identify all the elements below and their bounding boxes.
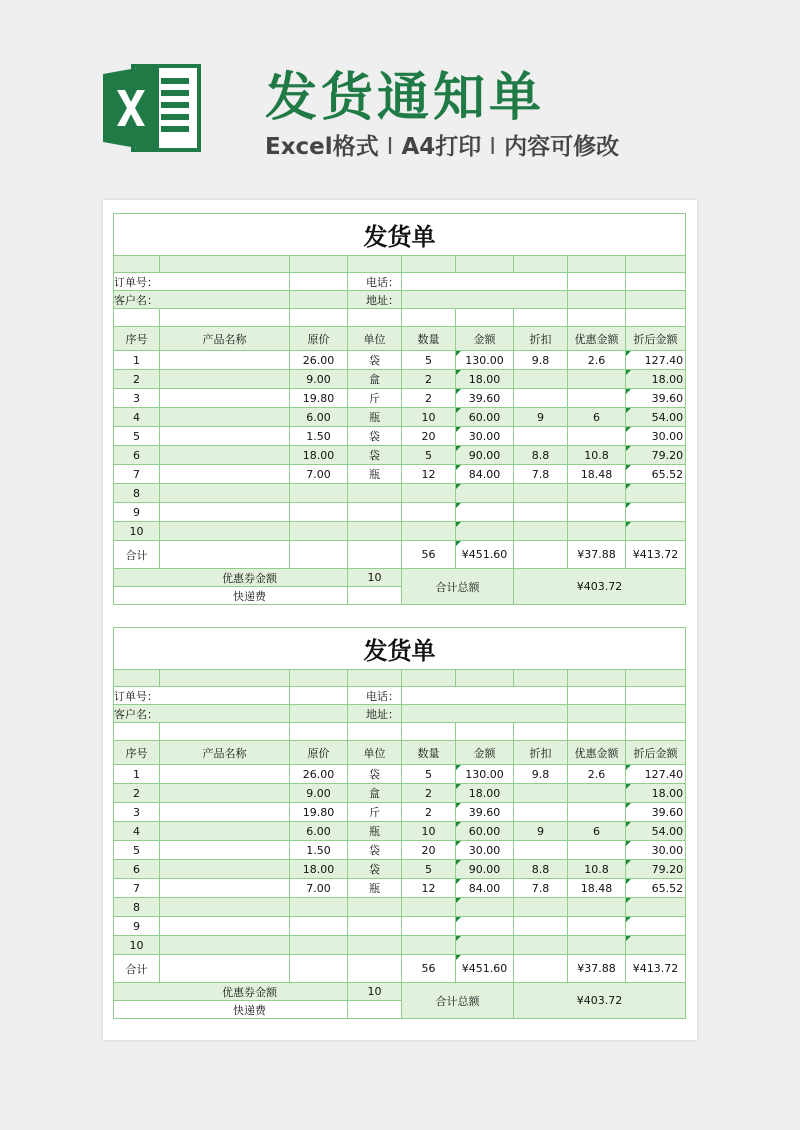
table-cell[interactable]: 39.60	[456, 389, 514, 408]
invoice-sheet-1	[113, 213, 685, 605]
total-row	[114, 955, 686, 983]
table-cell[interactable]: 6.00	[290, 822, 348, 841]
customer-label: 客户名：	[114, 705, 290, 723]
total-amount: ¥451.60	[456, 955, 514, 983]
banner-title: 发货通知单	[265, 68, 546, 128]
table-cell[interactable]: 130.00	[456, 351, 514, 370]
table-cell[interactable]	[626, 917, 686, 936]
table-cell[interactable]	[514, 522, 568, 541]
table-cell[interactable]: 18.00	[626, 370, 686, 389]
table-cell[interactable]	[160, 427, 290, 446]
order-number-field[interactable]	[290, 273, 348, 291]
table-cell[interactable]	[456, 522, 514, 541]
table-cell[interactable]: 26.00	[290, 351, 348, 370]
table-cell[interactable]: 2	[114, 784, 160, 803]
table-cell[interactable]	[160, 822, 290, 841]
table-cell[interactable]: 瓶	[348, 465, 402, 484]
subtitle-separator: I	[489, 134, 497, 160]
banner-subtitle	[265, 128, 619, 161]
table-cell[interactable]: 5	[402, 860, 456, 879]
table-cell[interactable]	[160, 841, 290, 860]
table-cell[interactable]	[290, 917, 348, 936]
coupon-label: 优惠券金额	[114, 569, 348, 587]
table-cell[interactable]	[568, 522, 626, 541]
table-cell[interactable]: 10	[114, 522, 160, 541]
table-cell[interactable]	[568, 803, 626, 822]
table-cell[interactable]: 2.6	[568, 765, 626, 784]
table-cell[interactable]: 6	[114, 860, 160, 879]
table-row	[114, 879, 686, 898]
table-cell[interactable]: 2	[114, 370, 160, 389]
table-cell[interactable]: 7	[114, 879, 160, 898]
table-cell[interactable]	[348, 917, 402, 936]
table-cell[interactable]	[290, 936, 348, 955]
table-cell[interactable]: 18.00	[290, 446, 348, 465]
table-cell[interactable]: 60.00	[456, 408, 514, 427]
table-cell[interactable]: 9	[114, 917, 160, 936]
table-cell[interactable]	[160, 446, 290, 465]
table-cell[interactable]	[568, 427, 626, 446]
table-cell[interactable]	[514, 917, 568, 936]
total-quantity: 56	[402, 541, 456, 569]
table-cell[interactable]: 79.20	[626, 860, 686, 879]
table-cell[interactable]: 1.50	[290, 841, 348, 860]
table-cell[interactable]	[514, 427, 568, 446]
table-cell[interactable]	[626, 484, 686, 503]
grand-total-label: 合计总额	[402, 983, 514, 1019]
column-header: 折后金额	[626, 327, 686, 351]
table-cell[interactable]: 2	[402, 389, 456, 408]
grand-total-label: 合计总额	[402, 569, 514, 605]
table-cell[interactable]	[514, 784, 568, 803]
phone-field[interactable]	[402, 273, 568, 291]
invoice-table	[113, 627, 686, 1019]
column-header: 产品名称	[160, 327, 290, 351]
column-header: 金额	[456, 741, 514, 765]
table-cell[interactable]: 18.00	[456, 370, 514, 389]
table-cell[interactable]: 7	[114, 465, 160, 484]
order-number-label: 订单号：	[114, 273, 290, 291]
customer-field[interactable]	[290, 705, 348, 723]
table-cell[interactable]	[568, 917, 626, 936]
table-cell[interactable]: 12	[402, 879, 456, 898]
table-cell[interactable]	[160, 522, 290, 541]
table-row	[114, 803, 686, 822]
table-cell[interactable]	[568, 784, 626, 803]
total-discount: ¥37.88	[568, 541, 626, 569]
table-cell[interactable]	[402, 522, 456, 541]
subtitle-print: A4打印	[401, 134, 482, 160]
table-cell[interactable]	[290, 898, 348, 917]
table-cell[interactable]: 20	[402, 427, 456, 446]
column-header: 折扣	[514, 327, 568, 351]
table-cell[interactable]: 3	[114, 803, 160, 822]
table-cell[interactable]: 袋	[348, 446, 402, 465]
table-cell[interactable]: 30.00	[626, 841, 686, 860]
shipping-label: 快递费	[114, 1001, 348, 1019]
column-header: 金额	[456, 327, 514, 351]
table-cell[interactable]: 8	[114, 484, 160, 503]
table-cell[interactable]	[402, 936, 456, 955]
table-cell[interactable]: 60.00	[456, 822, 514, 841]
table-cell[interactable]	[514, 389, 568, 408]
table-cell[interactable]: 39.60	[626, 389, 686, 408]
table-cell[interactable]: 10	[402, 408, 456, 427]
table-cell[interactable]	[160, 484, 290, 503]
table-cell[interactable]	[402, 484, 456, 503]
coupon-value[interactable]: 10	[348, 569, 402, 587]
address-field[interactable]	[402, 705, 568, 723]
table-cell[interactable]: 9	[114, 503, 160, 522]
table-cell[interactable]	[514, 803, 568, 822]
table-cell[interactable]: 1	[114, 765, 160, 784]
table-row	[114, 408, 686, 427]
table-cell[interactable]: 袋	[348, 427, 402, 446]
table-cell[interactable]	[160, 860, 290, 879]
invoice-title: 发货单	[114, 628, 686, 670]
table-row	[114, 522, 686, 541]
column-header: 单位	[348, 741, 402, 765]
table-cell[interactable]	[160, 389, 290, 408]
table-cell[interactable]	[160, 898, 290, 917]
table-cell[interactable]: 39.60	[456, 803, 514, 822]
table-cell[interactable]	[568, 936, 626, 955]
table-cell[interactable]	[568, 484, 626, 503]
table-cell[interactable]: 盒	[348, 784, 402, 803]
table-cell[interactable]: 袋	[348, 351, 402, 370]
table-cell[interactable]: 2.6	[568, 351, 626, 370]
table-cell[interactable]	[514, 370, 568, 389]
table-cell[interactable]: 6	[568, 822, 626, 841]
total-quantity: 56	[402, 955, 456, 983]
table-cell[interactable]: 65.52	[626, 465, 686, 484]
subtitle-format: Excel格式	[265, 134, 379, 160]
table-cell[interactable]: 8.8	[514, 446, 568, 465]
subtitle-separator: I	[386, 134, 394, 160]
total-after-discount: ¥413.72	[626, 541, 686, 569]
table-cell[interactable]: 2	[402, 803, 456, 822]
column-header: 优惠金额	[568, 327, 626, 351]
excel-icon	[103, 60, 203, 156]
table-cell[interactable]: 10.8	[568, 446, 626, 465]
table-row	[114, 446, 686, 465]
table-cell[interactable]: 54.00	[626, 822, 686, 841]
table-cell[interactable]	[626, 898, 686, 917]
address-label: 地址：	[348, 291, 402, 309]
table-cell[interactable]	[290, 522, 348, 541]
table-cell[interactable]	[160, 351, 290, 370]
table-cell[interactable]: 12	[402, 465, 456, 484]
table-cell[interactable]	[456, 503, 514, 522]
table-row	[114, 841, 686, 860]
table-cell[interactable]: 90.00	[456, 860, 514, 879]
table-cell[interactable]: 18.00	[626, 784, 686, 803]
table-cell[interactable]: 30.00	[456, 427, 514, 446]
table-row	[114, 370, 686, 389]
shipping-field[interactable]	[348, 587, 402, 605]
shipping-label: 快递费	[114, 587, 348, 605]
invoice-sheet-2	[113, 627, 685, 1019]
table-cell[interactable]	[456, 484, 514, 503]
table-cell[interactable]: 盒	[348, 370, 402, 389]
table-row	[114, 917, 686, 936]
column-header: 单位	[348, 327, 402, 351]
phone-label: 电话：	[348, 687, 402, 705]
table-cell[interactable]	[514, 484, 568, 503]
table-cell[interactable]: 1.50	[290, 427, 348, 446]
table-cell[interactable]: 瓶	[348, 822, 402, 841]
table-cell[interactable]: 8	[114, 898, 160, 917]
coupon-label: 优惠券金额	[114, 983, 348, 1001]
table-cell[interactable]: 9.00	[290, 370, 348, 389]
table-cell[interactable]: 18.48	[568, 879, 626, 898]
phone-field[interactable]	[402, 687, 568, 705]
table-row	[114, 389, 686, 408]
table-cell[interactable]: 瓶	[348, 879, 402, 898]
total-label: 合计	[114, 955, 160, 983]
table-cell[interactable]: 19.80	[290, 803, 348, 822]
table-cell[interactable]: 9	[514, 822, 568, 841]
order-number-label: 订单号：	[114, 687, 290, 705]
table-cell[interactable]: 84.00	[456, 465, 514, 484]
customer-label: 客户名：	[114, 291, 290, 309]
table-cell[interactable]	[290, 503, 348, 522]
table-cell[interactable]: 10	[114, 936, 160, 955]
table-cell[interactable]: 5	[114, 841, 160, 860]
table-cell[interactable]: 19.80	[290, 389, 348, 408]
table-cell[interactable]	[402, 917, 456, 936]
table-cell[interactable]	[626, 936, 686, 955]
table-cell[interactable]: 5	[114, 427, 160, 446]
column-header: 原价	[290, 741, 348, 765]
table-cell[interactable]: 10.8	[568, 860, 626, 879]
table-cell[interactable]: 斤	[348, 803, 402, 822]
table-cell[interactable]: 7.8	[514, 465, 568, 484]
table-cell[interactable]	[456, 917, 514, 936]
table-cell[interactable]: 2	[402, 784, 456, 803]
table-cell[interactable]	[348, 898, 402, 917]
table-cell[interactable]	[626, 522, 686, 541]
table-row	[114, 484, 686, 503]
table-cell[interactable]	[160, 917, 290, 936]
table-cell[interactable]	[456, 936, 514, 955]
table-cell[interactable]: 26.00	[290, 765, 348, 784]
subtitle-edit: 内容可修改	[504, 134, 620, 160]
table-cell[interactable]	[290, 484, 348, 503]
table-cell[interactable]: 127.40	[626, 765, 686, 784]
table-cell[interactable]: 7.00	[290, 465, 348, 484]
table-cell[interactable]	[160, 765, 290, 784]
table-row	[114, 765, 686, 784]
column-header: 折后金额	[626, 741, 686, 765]
table-cell[interactable]	[626, 503, 686, 522]
shipping-field[interactable]	[348, 1001, 402, 1019]
total-label: 合计	[114, 541, 160, 569]
table-cell[interactable]: 袋	[348, 860, 402, 879]
column-header: 折扣	[514, 741, 568, 765]
table-cell[interactable]	[514, 898, 568, 917]
table-cell[interactable]: 9.8	[514, 765, 568, 784]
grand-total-value: ¥403.72	[514, 569, 686, 605]
table-row	[114, 860, 686, 879]
table-cell[interactable]: 9	[514, 408, 568, 427]
table-cell[interactable]	[160, 784, 290, 803]
table-cell[interactable]: 9.00	[290, 784, 348, 803]
table-row	[114, 351, 686, 370]
table-cell[interactable]	[456, 898, 514, 917]
table-cell[interactable]: 4	[114, 408, 160, 427]
table-cell[interactable]	[160, 503, 290, 522]
table-cell[interactable]	[568, 370, 626, 389]
table-cell[interactable]	[160, 370, 290, 389]
column-header: 序号	[114, 327, 160, 351]
address-label: 地址：	[348, 705, 402, 723]
table-cell[interactable]	[160, 465, 290, 484]
table-cell[interactable]: 39.60	[626, 803, 686, 822]
table-cell[interactable]: 18.00	[456, 784, 514, 803]
table-cell[interactable]: 79.20	[626, 446, 686, 465]
order-number-field[interactable]	[290, 687, 348, 705]
table-cell[interactable]	[160, 936, 290, 955]
table-cell[interactable]: 127.40	[626, 351, 686, 370]
phone-label: 电话：	[348, 273, 402, 291]
table-cell[interactable]: 18.00	[290, 860, 348, 879]
total-after-discount: ¥413.72	[626, 955, 686, 983]
column-header: 原价	[290, 327, 348, 351]
table-cell[interactable]	[568, 841, 626, 860]
customer-field[interactable]	[290, 291, 348, 309]
grand-total-value: ¥403.72	[514, 983, 686, 1019]
table-cell[interactable]	[348, 522, 402, 541]
invoice-title: 发货单	[114, 214, 686, 256]
table-cell[interactable]: 130.00	[456, 765, 514, 784]
table-cell[interactable]	[568, 503, 626, 522]
total-discount: ¥37.88	[568, 955, 626, 983]
table-cell[interactable]: 65.52	[626, 879, 686, 898]
table-cell[interactable]: 30.00	[626, 427, 686, 446]
table-row	[114, 427, 686, 446]
table-cell[interactable]: 6.00	[290, 408, 348, 427]
table-cell[interactable]: 4	[114, 822, 160, 841]
table-cell[interactable]: 8.8	[514, 860, 568, 879]
table-header-row	[114, 741, 686, 765]
table-cell[interactable]	[160, 408, 290, 427]
total-amount: ¥451.60	[456, 541, 514, 569]
address-field[interactable]	[402, 291, 568, 309]
table-cell[interactable]: 18.48	[568, 465, 626, 484]
table-cell[interactable]: 袋	[348, 841, 402, 860]
table-cell[interactable]: 斤	[348, 389, 402, 408]
table-cell[interactable]	[160, 803, 290, 822]
table-cell[interactable]: 5	[402, 765, 456, 784]
table-cell[interactable]	[514, 503, 568, 522]
table-row	[114, 784, 686, 803]
table-cell[interactable]: 20	[402, 841, 456, 860]
column-header: 数量	[402, 741, 456, 765]
total-row	[114, 541, 686, 569]
column-header: 数量	[402, 327, 456, 351]
table-cell[interactable]	[348, 484, 402, 503]
table-cell[interactable]: 9.8	[514, 351, 568, 370]
table-cell[interactable]: 5	[402, 446, 456, 465]
table-row	[114, 936, 686, 955]
table-cell[interactable]: 54.00	[626, 408, 686, 427]
column-header: 优惠金额	[568, 741, 626, 765]
table-cell[interactable]	[160, 879, 290, 898]
table-row	[114, 898, 686, 917]
table-cell[interactable]	[402, 503, 456, 522]
table-cell[interactable]: 5	[402, 351, 456, 370]
table-cell[interactable]	[568, 898, 626, 917]
table-cell[interactable]: 6	[568, 408, 626, 427]
table-cell[interactable]: 3	[114, 389, 160, 408]
table-cell[interactable]: 瓶	[348, 408, 402, 427]
table-cell[interactable]	[402, 898, 456, 917]
table-cell[interactable]: 7.8	[514, 879, 568, 898]
column-header: 序号	[114, 741, 160, 765]
table-row	[114, 503, 686, 522]
table-row	[114, 465, 686, 484]
table-row	[114, 822, 686, 841]
invoice-table	[113, 213, 686, 605]
table-cell[interactable]: 30.00	[456, 841, 514, 860]
table-cell[interactable]: 90.00	[456, 446, 514, 465]
table-cell[interactable]: 7.00	[290, 879, 348, 898]
table-cell[interactable]: 1	[114, 351, 160, 370]
table-cell[interactable]	[568, 389, 626, 408]
table-header-row	[114, 327, 686, 351]
column-header: 产品名称	[160, 741, 290, 765]
table-cell[interactable]: 84.00	[456, 879, 514, 898]
document-paper	[103, 200, 697, 1040]
table-cell[interactable]	[514, 936, 568, 955]
table-cell[interactable]	[514, 841, 568, 860]
table-cell[interactable]	[348, 503, 402, 522]
coupon-value[interactable]: 10	[348, 983, 402, 1001]
table-cell[interactable]: 2	[402, 370, 456, 389]
table-cell[interactable]: 10	[402, 822, 456, 841]
table-cell[interactable]: 6	[114, 446, 160, 465]
table-cell[interactable]: 袋	[348, 765, 402, 784]
table-cell[interactable]	[348, 936, 402, 955]
